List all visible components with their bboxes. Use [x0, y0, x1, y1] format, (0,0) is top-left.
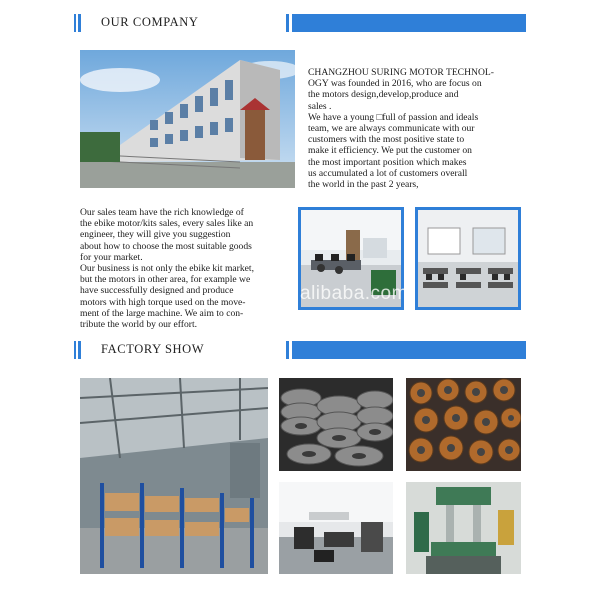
sales-line: the ebike motor/kits sales, every sales like an	[80, 218, 254, 230]
sales-line: tribute the world by our effort.	[80, 319, 198, 331]
warehouse-photo	[80, 378, 268, 574]
sales-line: have successfully designed and produce	[80, 285, 234, 297]
header-bars	[74, 341, 81, 359]
intro-line: OGY was founded in 2016, who are focus on	[308, 78, 482, 90]
sales-line: but the motors in other area, for example we	[80, 274, 251, 286]
sales-line: Our business is not only the ebike kit market,	[80, 263, 254, 275]
motor-stators-photo	[406, 378, 521, 471]
sales-line: engineer, they will give you suggestion	[80, 229, 231, 241]
intro-text	[308, 67, 530, 190]
building-photo	[80, 50, 295, 188]
meeting-room-photo	[415, 207, 521, 310]
press-machine-photo	[406, 482, 521, 574]
sales-line: about how to choose the most suitable goods	[80, 240, 252, 252]
header-rule	[292, 14, 526, 32]
header-bars	[74, 14, 81, 32]
sales-text	[80, 207, 298, 330]
intro-line: the motors design,develop,produce and	[308, 89, 459, 101]
header-rule	[292, 341, 526, 359]
intro-line: team, we are always communicate with our	[308, 123, 475, 135]
watermark-text: alibaba.com	[300, 283, 408, 304]
sales-line: ment of the large machine. We aim to con-	[80, 307, 244, 319]
intro-line: us accumulated a lot of customers overall	[308, 167, 468, 179]
intro-line: We have a young □full of passion and ideals	[308, 111, 479, 123]
intro-line: the most important position which makes	[308, 156, 467, 168]
section-title: OUR COMPANY	[101, 15, 199, 29]
intro-line: CHANGZHOU SURING MOTOR TECHNOL-	[308, 67, 494, 78]
section-header-factory	[74, 341, 526, 359]
sales-line: motors with high torque used on the move-	[80, 296, 246, 308]
sales-line: for your market.	[80, 251, 143, 263]
workshop-photo	[279, 482, 393, 574]
intro-line: make it efficiency. We put the customer on	[308, 145, 472, 157]
motor-hubs-photo	[279, 378, 393, 471]
intro-line: the world in the past 2 years,	[308, 179, 419, 191]
section-header-company	[74, 14, 526, 32]
section-title: FACTORY SHOW	[101, 342, 205, 356]
intro-line: sales .	[308, 100, 332, 112]
sales-line: Our sales team have the rich knowledge of	[80, 207, 244, 218]
intro-line: customers with the most positive state to	[308, 134, 465, 146]
